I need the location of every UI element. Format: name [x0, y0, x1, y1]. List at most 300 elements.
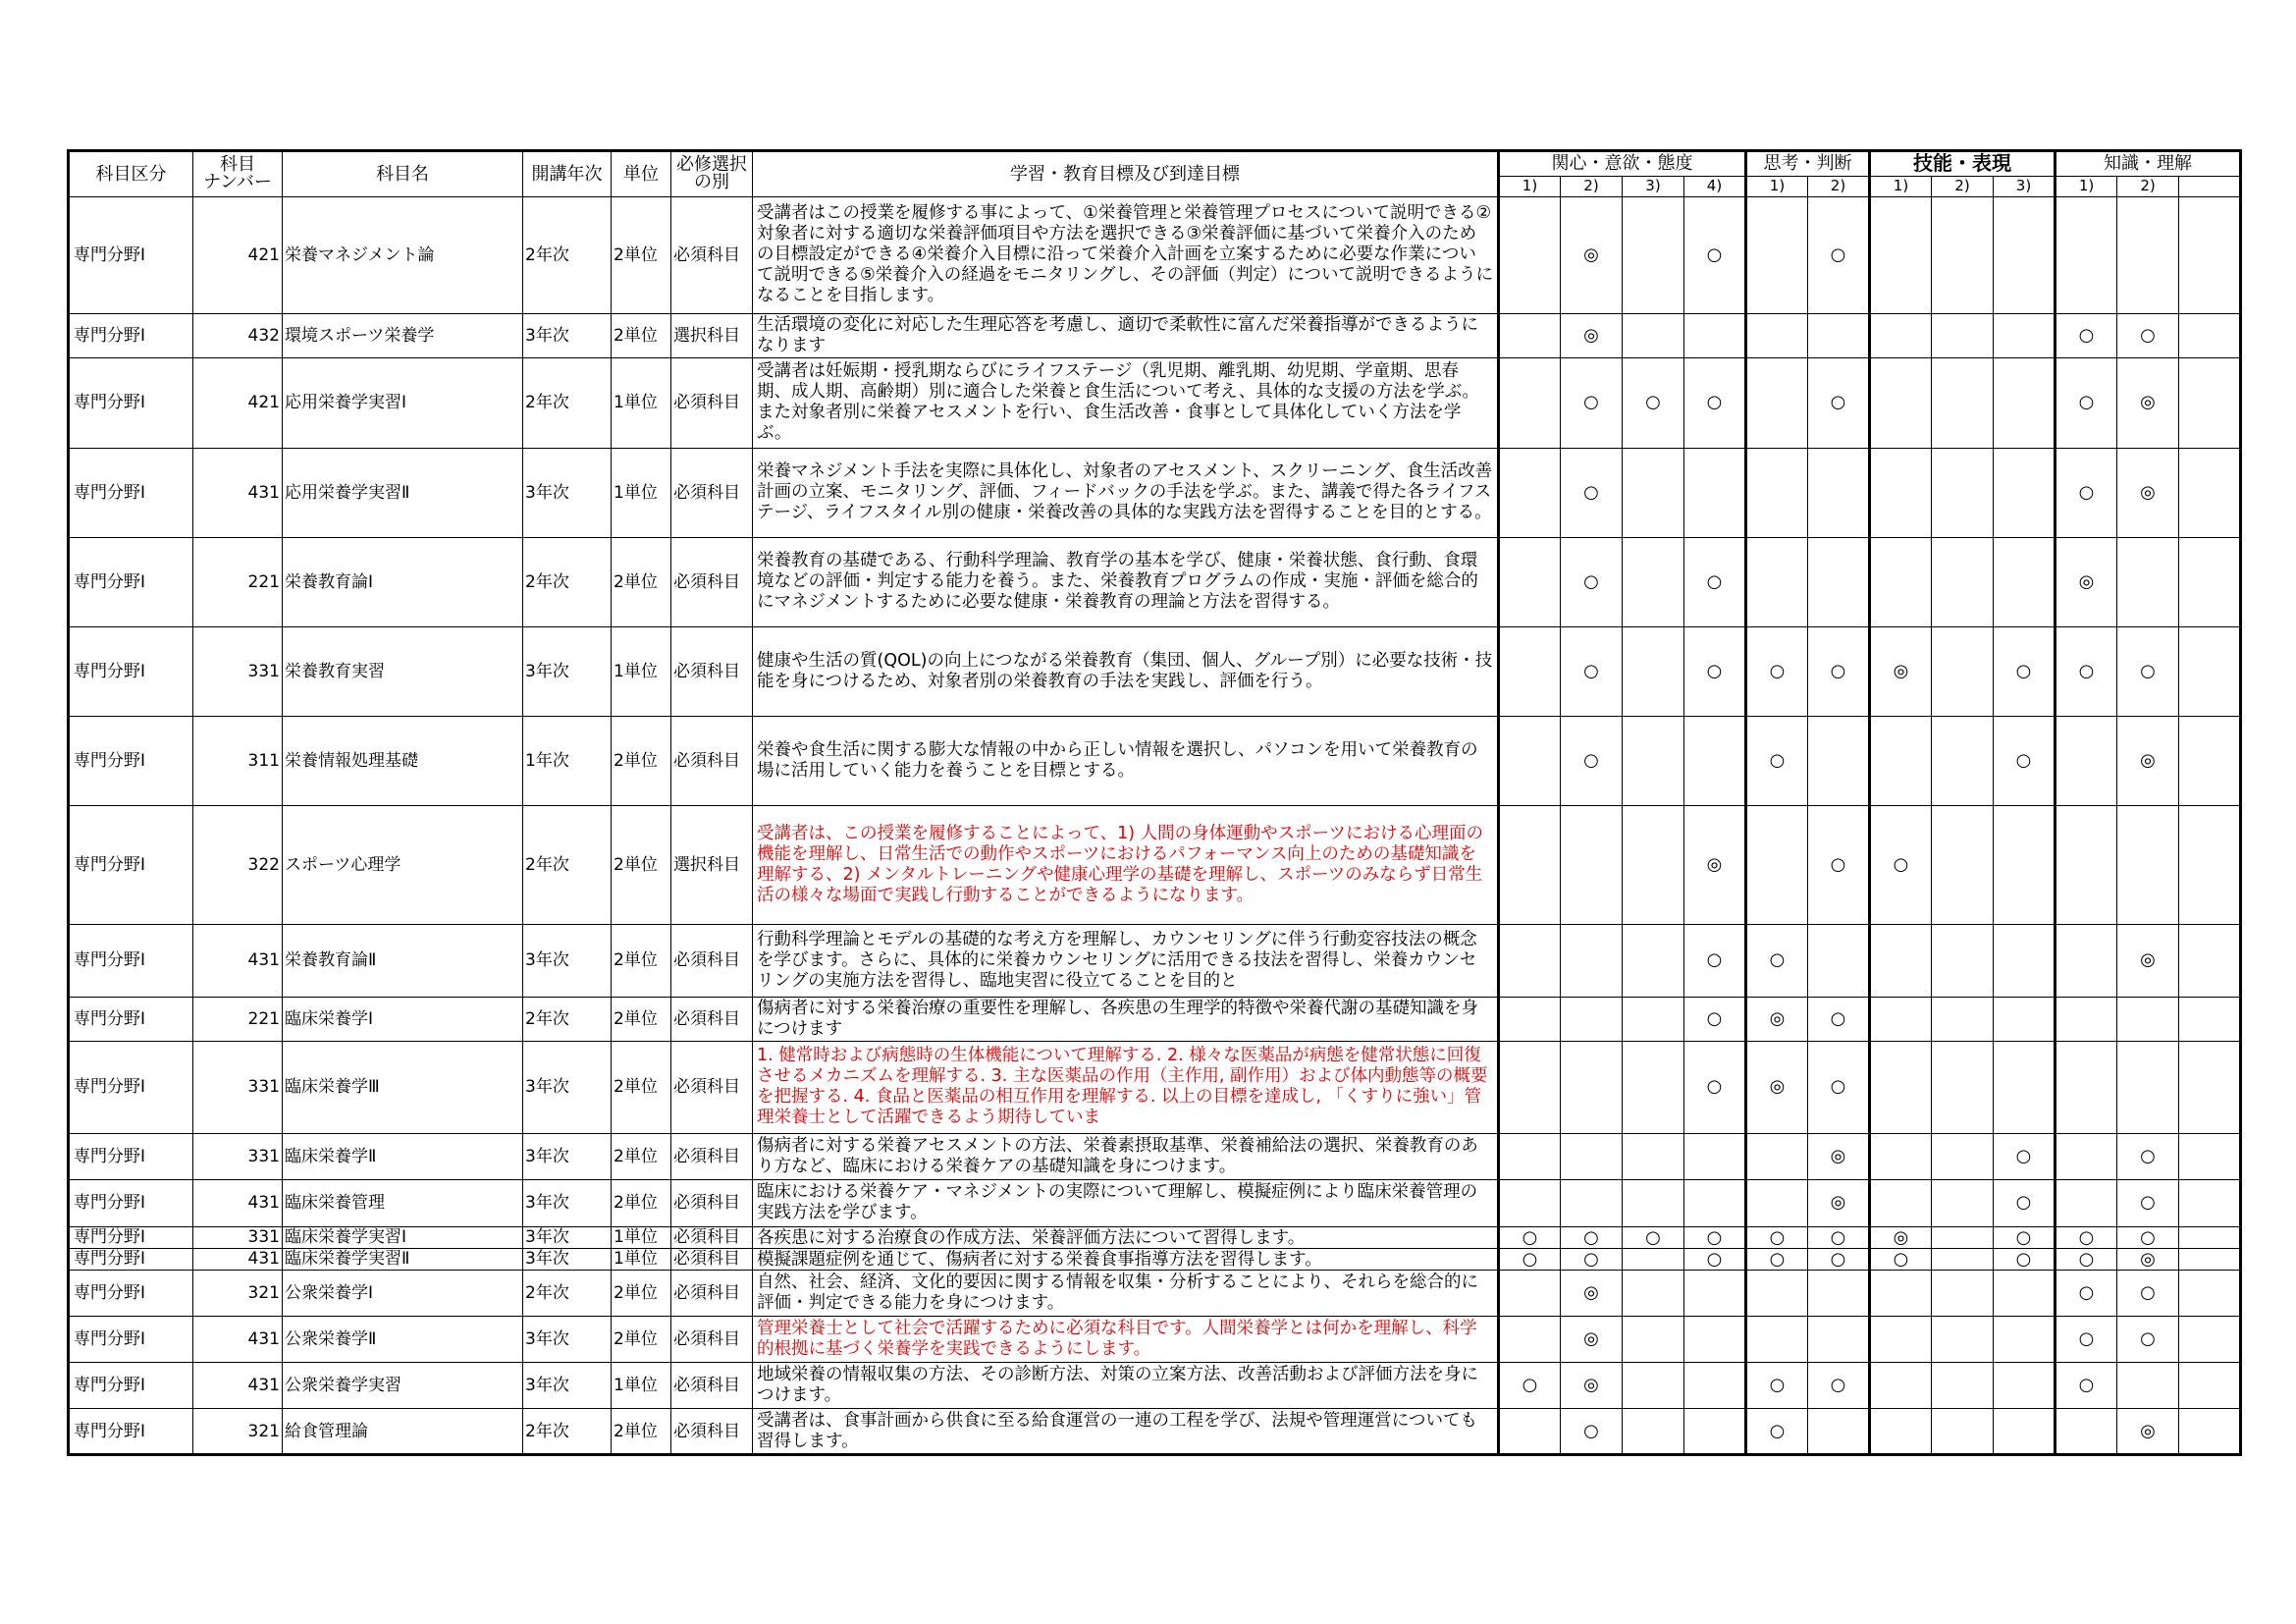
- cell-mark: ○: [2117, 1133, 2179, 1179]
- cell-number: 221: [193, 537, 283, 626]
- cell-year: 2年次: [523, 357, 612, 448]
- cell-category: 専門分野Ⅰ: [69, 1248, 193, 1270]
- cell-units: 2単位: [612, 537, 671, 626]
- cell-mark: ○: [1561, 626, 1623, 716]
- cell-mark: [1746, 537, 1808, 626]
- cell-mark: [1994, 357, 2056, 448]
- cell-mark: [1684, 1363, 1746, 1409]
- cell-mark: ○: [1684, 924, 1746, 997]
- cell-mark: [2179, 997, 2241, 1041]
- cell-units: 2単位: [612, 196, 671, 313]
- objective-text: 受講者は、食事計画から供食に至る給食運営の一連の工程を学び、法規や管理運営についても習得します。: [757, 1410, 1477, 1451]
- cell-category: 専門分野Ⅰ: [69, 537, 193, 626]
- cell-mark: ◎: [1808, 1133, 1870, 1179]
- table-row: [69, 537, 2241, 626]
- cell-mark: [1870, 1317, 1932, 1363]
- cell-name: 給食管理論: [283, 1409, 523, 1455]
- table-row: [69, 805, 2241, 924]
- cell-mark: [1684, 1317, 1746, 1363]
- table-row: [69, 1317, 2241, 1363]
- cell-mark: [1499, 626, 1561, 716]
- cell-required: 必須科目: [671, 626, 753, 716]
- header-group-skill: 技能・表現: [1870, 151, 2056, 177]
- cell-mark: [1746, 357, 1808, 448]
- cell-category: 専門分野Ⅰ: [69, 1041, 193, 1133]
- header-sub: 4): [1684, 176, 1746, 196]
- cell-mark: [1932, 1409, 1994, 1455]
- cell-year: 3年次: [523, 313, 612, 357]
- cell-mark: [1932, 626, 1994, 716]
- cell-mark: [1623, 1179, 1684, 1226]
- cell-objective: [753, 1133, 1499, 1179]
- cell-mark: ○: [1623, 357, 1684, 448]
- cell-mark: ○: [1746, 626, 1808, 716]
- cell-mark: [1994, 1409, 2056, 1455]
- cell-mark: ○: [1746, 1409, 1808, 1455]
- cell-mark: [1994, 196, 2056, 313]
- cell-name: 栄養教育論Ⅱ: [283, 924, 523, 997]
- cell-mark: ○: [1499, 1226, 1561, 1248]
- cell-year: 1年次: [523, 716, 612, 805]
- cell-mark: ○: [1499, 1363, 1561, 1409]
- cell-required: 必須科目: [671, 1317, 753, 1363]
- objective-text: 臨床における栄養ケア・マネジメントの実際について理解し、模擬症例により臨床栄養管理の実践方法を学びます。: [757, 1182, 1478, 1223]
- cell-mark: [1932, 997, 1994, 1041]
- cell-mark: ○: [1746, 924, 1808, 997]
- cell-mark: [1994, 1041, 2056, 1133]
- cell-mark: ○: [2117, 626, 2179, 716]
- objective-text: 傷病者に対する栄養治療の重要性を理解し、各疾患の生理学的特徴や栄養代謝の基礎知識を身につけます: [757, 998, 1478, 1039]
- cell-required: 必須科目: [671, 1248, 753, 1270]
- cell-mark: [2117, 196, 2179, 313]
- cell-mark: ○: [2117, 313, 2179, 357]
- cell-mark: [2056, 1133, 2117, 1179]
- cell-mark: [1994, 1317, 2056, 1363]
- cell-name: 公衆栄養学Ⅰ: [283, 1271, 523, 1317]
- cell-mark: [2056, 1179, 2117, 1226]
- cell-mark: ◎: [1561, 1363, 1623, 1409]
- cell-mark: [1870, 1179, 1932, 1226]
- cell-mark: [1623, 997, 1684, 1041]
- cell-mark: ○: [1561, 1409, 1623, 1455]
- cell-required: 必須科目: [671, 997, 753, 1041]
- cell-year: 3年次: [523, 1248, 612, 1270]
- cell-mark: [1684, 1133, 1746, 1179]
- cell-year: 2年次: [523, 537, 612, 626]
- cell-mark: [1994, 805, 2056, 924]
- cell-mark: [1499, 448, 1561, 537]
- cell-mark: [1623, 1363, 1684, 1409]
- cell-name: 臨床栄養学実習Ⅰ: [283, 1226, 523, 1248]
- cell-required: 必須科目: [671, 357, 753, 448]
- cell-mark: ○: [1684, 196, 1746, 313]
- cell-mark: [2179, 1133, 2241, 1179]
- cell-mark: [1808, 313, 1870, 357]
- cell-name: 臨床栄養学Ⅰ: [283, 997, 523, 1041]
- cell-objective: [753, 1317, 1499, 1363]
- cell-name: 応用栄養学実習Ⅰ: [283, 357, 523, 448]
- cell-mark: [1623, 1133, 1684, 1179]
- cell-mark: [1932, 1133, 1994, 1179]
- cell-mark: [1870, 448, 1932, 537]
- objective-text: 模擬課題症例を通じて、傷病者に対する栄養食事指導方法を習得します。: [757, 1249, 1322, 1269]
- cell-name: 公衆栄養学実習: [283, 1363, 523, 1409]
- cell-required: 選択科目: [671, 313, 753, 357]
- cell-mark: ○: [1808, 626, 1870, 716]
- cell-mark: [1932, 448, 1994, 537]
- cell-mark: [1870, 196, 1932, 313]
- cell-units: 2単位: [612, 1409, 671, 1455]
- cell-mark: [2117, 1041, 2179, 1133]
- cell-mark: ○: [1561, 1226, 1623, 1248]
- cell-category: 専門分野Ⅰ: [69, 1409, 193, 1455]
- cell-mark: [1684, 1179, 1746, 1226]
- cell-objective: [753, 626, 1499, 716]
- cell-mark: [2056, 924, 2117, 997]
- cell-mark: [1623, 805, 1684, 924]
- cell-number: 431: [193, 1363, 283, 1409]
- cell-mark: [1808, 1271, 1870, 1317]
- cell-mark: ○: [1684, 1041, 1746, 1133]
- cell-mark: [1870, 1271, 1932, 1317]
- cell-mark: [1684, 313, 1746, 357]
- cell-units: 2単位: [612, 1271, 671, 1317]
- cell-mark: [1623, 448, 1684, 537]
- header-year: 開講年次: [523, 151, 612, 197]
- cell-mark: ○: [2056, 448, 2117, 537]
- cell-mark: ○: [1684, 1226, 1746, 1248]
- cell-year: 3年次: [523, 924, 612, 997]
- cell-mark: [2117, 1363, 2179, 1409]
- cell-year: 2年次: [523, 997, 612, 1041]
- cell-mark: [1994, 1363, 2056, 1409]
- cell-year: 2年次: [523, 805, 612, 924]
- cell-mark: [1746, 1133, 1808, 1179]
- header-sub: 1): [1499, 176, 1561, 196]
- cell-mark: ○: [1870, 1248, 1932, 1270]
- cell-mark: ◎: [2117, 1248, 2179, 1270]
- cell-mark: [1746, 196, 1808, 313]
- cell-objective: [753, 1041, 1499, 1133]
- cell-mark: [1746, 805, 1808, 924]
- cell-mark: [1870, 716, 1932, 805]
- cell-mark: ◎: [2117, 716, 2179, 805]
- cell-mark: [1623, 924, 1684, 997]
- cell-mark: ○: [1746, 1226, 1808, 1248]
- objective-text: 栄養教育の基礎である、行動科学理論、教育学の基本を学び、健康・栄養状態、食行動、食環境などの評価・判定する能力を養う。また、栄養教育プログラムの作成・実施・評価を総合的にマネジメントするために必要な健康・栄養教育の理論と方法を習得する。: [757, 551, 1478, 613]
- cell-category: 専門分野Ⅰ: [69, 357, 193, 448]
- cell-mark: ◎: [2056, 537, 2117, 626]
- cell-mark: ◎: [1561, 1271, 1623, 1317]
- cell-objective: [753, 1271, 1499, 1317]
- cell-mark: [2056, 805, 2117, 924]
- header-sub: 1): [2056, 176, 2117, 196]
- cell-number: 431: [193, 924, 283, 997]
- cell-mark: [1932, 196, 1994, 313]
- header-name: 科目名: [283, 151, 523, 197]
- cell-category: 専門分野Ⅰ: [69, 805, 193, 924]
- cell-category: 専門分野Ⅰ: [69, 1271, 193, 1317]
- cell-mark: ○: [1870, 805, 1932, 924]
- cell-mark: [1870, 1409, 1932, 1455]
- cell-mark: ○: [1808, 997, 1870, 1041]
- cell-objective: [753, 196, 1499, 313]
- cell-category: 専門分野Ⅰ: [69, 1363, 193, 1409]
- cell-mark: ○: [1808, 1041, 1870, 1133]
- cell-mark: [1870, 313, 1932, 357]
- cell-objective: [753, 1248, 1499, 1270]
- cell-required: 必須科目: [671, 924, 753, 997]
- cell-mark: [1994, 537, 2056, 626]
- cell-mark: [2117, 537, 2179, 626]
- cell-mark: ○: [1684, 1248, 1746, 1270]
- cell-mark: [1623, 1271, 1684, 1317]
- cell-mark: ◎: [1561, 1317, 1623, 1363]
- cell-objective: [753, 313, 1499, 357]
- cell-mark: [1499, 313, 1561, 357]
- cell-mark: [2179, 537, 2241, 626]
- cell-mark: [1499, 1317, 1561, 1363]
- cell-mark: ○: [1746, 1363, 1808, 1409]
- cell-units: 2単位: [612, 716, 671, 805]
- cell-mark: ○: [1684, 537, 1746, 626]
- cell-name: 応用栄養学実習Ⅱ: [283, 448, 523, 537]
- cell-mark: [1499, 1133, 1561, 1179]
- cell-mark: [2179, 626, 2241, 716]
- header-sub: 1): [1870, 176, 1932, 196]
- cell-mark: [1561, 1041, 1623, 1133]
- cell-objective: [753, 537, 1499, 626]
- objective-text: 自然、社会、経済、文化的要因に関する情報を収集・分析することにより、それらを総合的に評価・判定できる能力を身につけます。: [757, 1272, 1478, 1314]
- cell-required: 必須科目: [671, 1226, 753, 1248]
- cell-mark: [1808, 924, 1870, 997]
- cell-name: 栄養教育論Ⅰ: [283, 537, 523, 626]
- cell-objective: [753, 357, 1499, 448]
- cell-category: 専門分野Ⅰ: [69, 1179, 193, 1226]
- cell-number: 331: [193, 1133, 283, 1179]
- cell-mark: ○: [2056, 1317, 2117, 1363]
- table-body: [69, 196, 2241, 1454]
- header-units: 単位: [612, 151, 671, 197]
- cell-number: 421: [193, 357, 283, 448]
- cell-units: 1単位: [612, 357, 671, 448]
- cell-mark: ◎: [1870, 626, 1932, 716]
- cell-mark: ◎: [2117, 357, 2179, 448]
- cell-mark: ○: [1994, 1248, 2056, 1270]
- cell-name: スポーツ心理学: [283, 805, 523, 924]
- cell-number: 321: [193, 1409, 283, 1455]
- cell-mark: [1994, 997, 2056, 1041]
- cell-mark: ○: [1561, 537, 1623, 626]
- cell-units: 2単位: [612, 1317, 671, 1363]
- cell-year: 2年次: [523, 196, 612, 313]
- cell-objective: [753, 997, 1499, 1041]
- cell-objective: [753, 1409, 1499, 1455]
- cell-objective: [753, 924, 1499, 997]
- cell-mark: ○: [1684, 626, 1746, 716]
- table-row: [69, 357, 2241, 448]
- table-row: [69, 1179, 2241, 1226]
- header-row: [69, 151, 2241, 177]
- cell-mark: [1623, 313, 1684, 357]
- cell-mark: [1932, 1041, 1994, 1133]
- header-sub: [2179, 176, 2241, 196]
- cell-number: 421: [193, 196, 283, 313]
- cell-mark: [1684, 1271, 1746, 1317]
- cell-mark: ○: [1746, 716, 1808, 805]
- cell-year: 2年次: [523, 1271, 612, 1317]
- cell-year: 3年次: [523, 1133, 612, 1179]
- cell-required: 必須科目: [671, 716, 753, 805]
- cell-name: 臨床栄養管理: [283, 1179, 523, 1226]
- objective-text: 行動科学理論とモデルの基礎的な考え方を理解し、カウンセリングに伴う行動変容技法の概念を学びます。さらに、具体的に栄養カウンセリングに活用できる技法を習得し、栄養カウンセリングの実施方法を習得し、臨地実習に役立てることを目的と: [757, 929, 1477, 991]
- table-row: [69, 196, 2241, 313]
- header-number: 科目 ナンバー: [193, 151, 283, 197]
- cell-mark: [1808, 537, 1870, 626]
- cell-mark: ○: [1808, 196, 1870, 313]
- table-row: [69, 313, 2241, 357]
- table-row: [69, 1271, 2241, 1317]
- cell-mark: ○: [2056, 313, 2117, 357]
- cell-mark: [2179, 1317, 2241, 1363]
- cell-number: 331: [193, 1226, 283, 1248]
- cell-objective: [753, 448, 1499, 537]
- cell-mark: [1499, 997, 1561, 1041]
- cell-objective: [753, 805, 1499, 924]
- cell-category: 専門分野Ⅰ: [69, 448, 193, 537]
- cell-mark: ◎: [1808, 1179, 1870, 1226]
- cell-mark: [1561, 1133, 1623, 1179]
- cell-name: 公衆栄養学Ⅱ: [283, 1317, 523, 1363]
- cell-objective: [753, 1363, 1499, 1409]
- cell-required: 必須科目: [671, 448, 753, 537]
- cell-mark: [1499, 805, 1561, 924]
- cell-units: 2単位: [612, 805, 671, 924]
- cell-units: 2単位: [612, 1041, 671, 1133]
- cell-mark: ○: [1746, 1248, 1808, 1270]
- header-objective: 学習・教育目標及び到達目標: [753, 151, 1499, 197]
- cell-mark: [1623, 1041, 1684, 1133]
- cell-mark: [2179, 1363, 2241, 1409]
- cell-mark: [1623, 1317, 1684, 1363]
- header-sub: 2): [1561, 176, 1623, 196]
- objective-text: 受講者は妊娠期・授乳期ならびにライフステージ（乳児期、離乳期、幼児期、学童期、思春期、成人期、高齢期）別に適合した栄養と食生活について考え、具体的な支援の方法を学ぶ。また対象者別に栄養アセスメントを行い、食生活改善・食事として具体化していく方法を学ぶ。: [757, 361, 1480, 444]
- table-row: [69, 1133, 2241, 1179]
- cell-mark: ○: [1561, 716, 1623, 805]
- cell-year: 3年次: [523, 1363, 612, 1409]
- cell-mark: ○: [1994, 626, 2056, 716]
- cell-mark: [1499, 1271, 1561, 1317]
- cell-mark: ○: [2056, 1248, 2117, 1270]
- table-row: [69, 1248, 2241, 1270]
- cell-units: 1単位: [612, 1226, 671, 1248]
- cell-mark: [1499, 1041, 1561, 1133]
- cell-mark: [2179, 924, 2241, 997]
- cell-mark: [1499, 716, 1561, 805]
- cell-mark: [2179, 805, 2241, 924]
- cell-mark: ◎: [1684, 805, 1746, 924]
- cell-mark: [1994, 924, 2056, 997]
- cell-mark: [1623, 716, 1684, 805]
- cell-mark: [1932, 1179, 1994, 1226]
- cell-category: 専門分野Ⅰ: [69, 1317, 193, 1363]
- cell-mark: [1932, 1317, 1994, 1363]
- cell-mark: [2179, 313, 2241, 357]
- cell-mark: [1499, 537, 1561, 626]
- header-sub: 3): [1623, 176, 1684, 196]
- cell-mark: ○: [2117, 1179, 2179, 1226]
- cell-objective: [753, 716, 1499, 805]
- header-sub: 2): [1808, 176, 1870, 196]
- cell-mark: [1932, 537, 1994, 626]
- cell-mark: [1808, 1409, 1870, 1455]
- objective-text: 生活環境の変化に対応した生理応答を考慮し、適切で柔軟性に富んだ栄養指導ができるようになります: [757, 314, 1478, 355]
- cell-mark: [1870, 997, 1932, 1041]
- cell-mark: ○: [1994, 1179, 2056, 1226]
- cell-mark: [1932, 716, 1994, 805]
- table-row: [69, 1409, 2241, 1455]
- cell-mark: [1623, 1248, 1684, 1270]
- cell-mark: ○: [1561, 357, 1623, 448]
- cell-units: 1単位: [612, 626, 671, 716]
- cell-mark: ○: [1808, 1226, 1870, 1248]
- cell-mark: [1870, 1363, 1932, 1409]
- cell-mark: [1808, 448, 1870, 537]
- cell-mark: [1746, 313, 1808, 357]
- cell-mark: [1932, 924, 1994, 997]
- header-required: 必修選択 の別: [671, 151, 753, 197]
- cell-mark: ○: [1684, 997, 1746, 1041]
- cell-number: 311: [193, 716, 283, 805]
- cell-number: 322: [193, 805, 283, 924]
- cell-number: 431: [193, 1317, 283, 1363]
- cell-mark: [1499, 357, 1561, 448]
- cell-mark: ◎: [2117, 924, 2179, 997]
- table-row: [69, 924, 2241, 997]
- table-row: [69, 626, 2241, 716]
- cell-year: 3年次: [523, 626, 612, 716]
- cell-year: 3年次: [523, 1317, 612, 1363]
- cell-mark: [1870, 924, 1932, 997]
- cell-mark: ○: [1808, 1248, 1870, 1270]
- objective-text: 栄養や食生活に関する膨大な情報の中から正しい情報を選択し、パソコンを用いて栄養教育の場に活用していく能力を養うことを目標とする。: [757, 739, 1478, 781]
- cell-units: 2単位: [612, 997, 671, 1041]
- cell-objective: [753, 1226, 1499, 1248]
- cell-mark: [1499, 1179, 1561, 1226]
- cell-mark: ○: [2056, 626, 2117, 716]
- cell-units: 2単位: [612, 313, 671, 357]
- objective-text: 各疾患に対する治療食の作成方法、栄養評価方法について習得します。: [757, 1227, 1306, 1247]
- cell-number: 431: [193, 1248, 283, 1270]
- cell-number: 331: [193, 626, 283, 716]
- cell-mark: [1870, 1133, 1932, 1179]
- cell-mark: [1561, 924, 1623, 997]
- cell-name: 栄養教育実習: [283, 626, 523, 716]
- header-group-knowledge: 知識・理解: [2056, 151, 2241, 177]
- cell-mark: [1932, 357, 1994, 448]
- cell-mark: [2179, 1226, 2241, 1248]
- cell-mark: [2117, 805, 2179, 924]
- cell-mark: ○: [2056, 1271, 2117, 1317]
- cell-year: 3年次: [523, 1226, 612, 1248]
- header-category: 科目区分: [69, 151, 193, 197]
- cell-mark: ○: [1808, 1363, 1870, 1409]
- cell-units: 2単位: [612, 1179, 671, 1226]
- cell-mark: [1808, 1317, 1870, 1363]
- cell-mark: [1561, 997, 1623, 1041]
- cell-mark: ○: [1808, 357, 1870, 448]
- cell-mark: ○: [1994, 716, 2056, 805]
